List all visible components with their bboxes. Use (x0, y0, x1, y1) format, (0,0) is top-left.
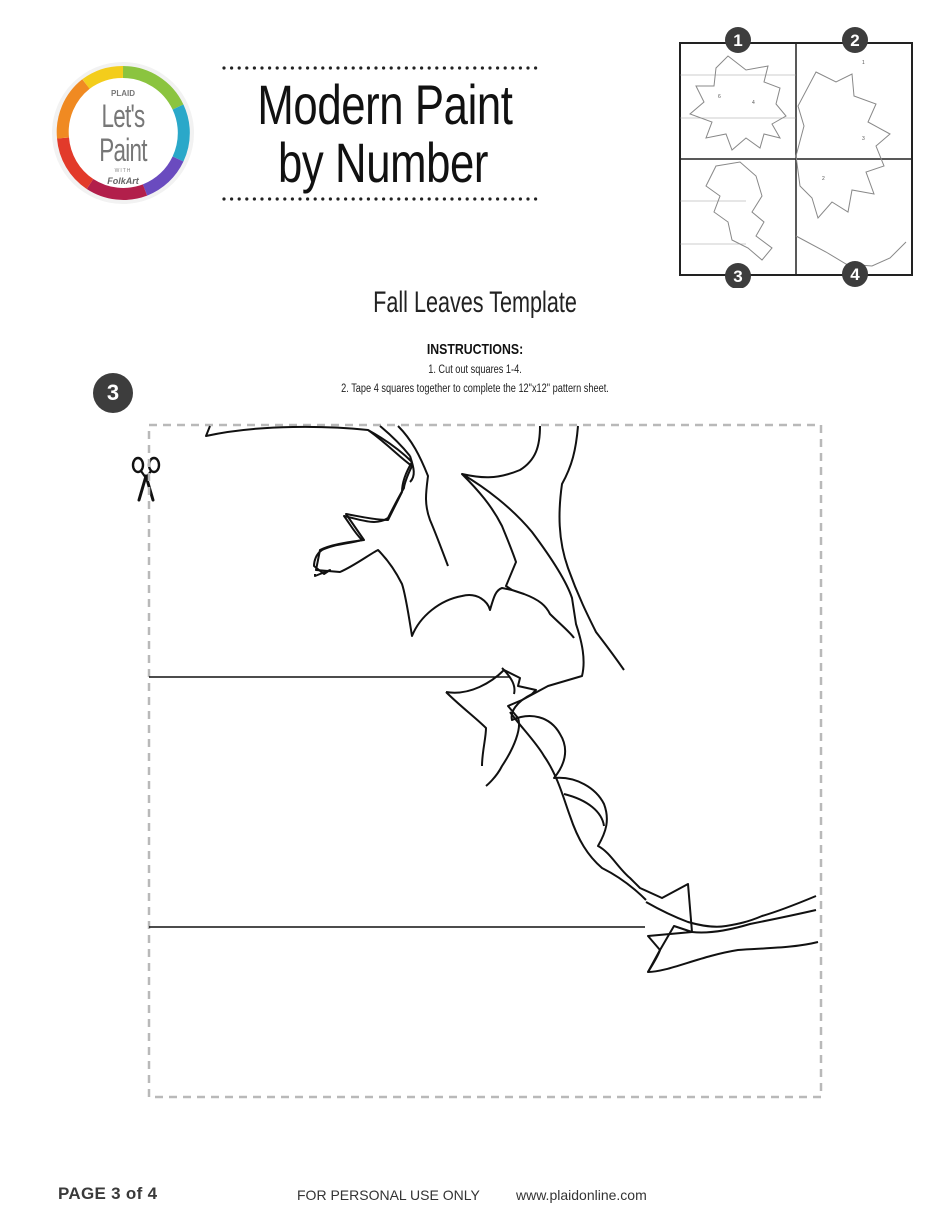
usage-note: FOR PERSONAL USE ONLY (297, 1187, 480, 1203)
pattern-square-3 (140, 416, 830, 1106)
template-subtitle: Fall Leaves Template (373, 286, 577, 319)
overview-badge-1: 1 (733, 31, 743, 50)
title-line2: by Number (277, 131, 489, 194)
mini-number: 6 (718, 94, 721, 100)
website-link[interactable]: www.plaidonline.com (516, 1187, 647, 1203)
logo-brand: PLAID (111, 89, 135, 98)
overview-badge-3: 3 (733, 267, 743, 286)
lets-paint-logo (50, 60, 196, 206)
mini-number: 1 (862, 60, 865, 66)
mini-number: 4 (752, 100, 755, 106)
title-dots-bottom (222, 195, 544, 203)
mini-number: 2 (822, 176, 825, 182)
overview-badge-4: 4 (850, 265, 860, 284)
title-dots-top (222, 64, 544, 72)
logo-with: WITH (114, 168, 132, 174)
title-line1: Modern Paint (257, 73, 513, 136)
instructions-heading: INSTRUCTIONS: (426, 341, 524, 358)
overview-badge-2: 2 (850, 31, 860, 50)
mini-number: 3 (862, 136, 865, 142)
logo-partner: FolkArt (107, 176, 139, 186)
pattern-overview (676, 26, 922, 288)
logo-line2: Paint (99, 132, 147, 168)
page-title (257, 73, 513, 194)
logo-line1: Let's (101, 98, 145, 134)
page-indicator: PAGE 3 of 4 (58, 1184, 158, 1203)
instruction-item: 1. Cut out squares 1-4. (428, 364, 522, 376)
instruction-item: 2. Tape 4 squares together to complete the 12"x12" pattern sheet. (341, 383, 609, 395)
square-number-badge: 3 (93, 373, 133, 413)
